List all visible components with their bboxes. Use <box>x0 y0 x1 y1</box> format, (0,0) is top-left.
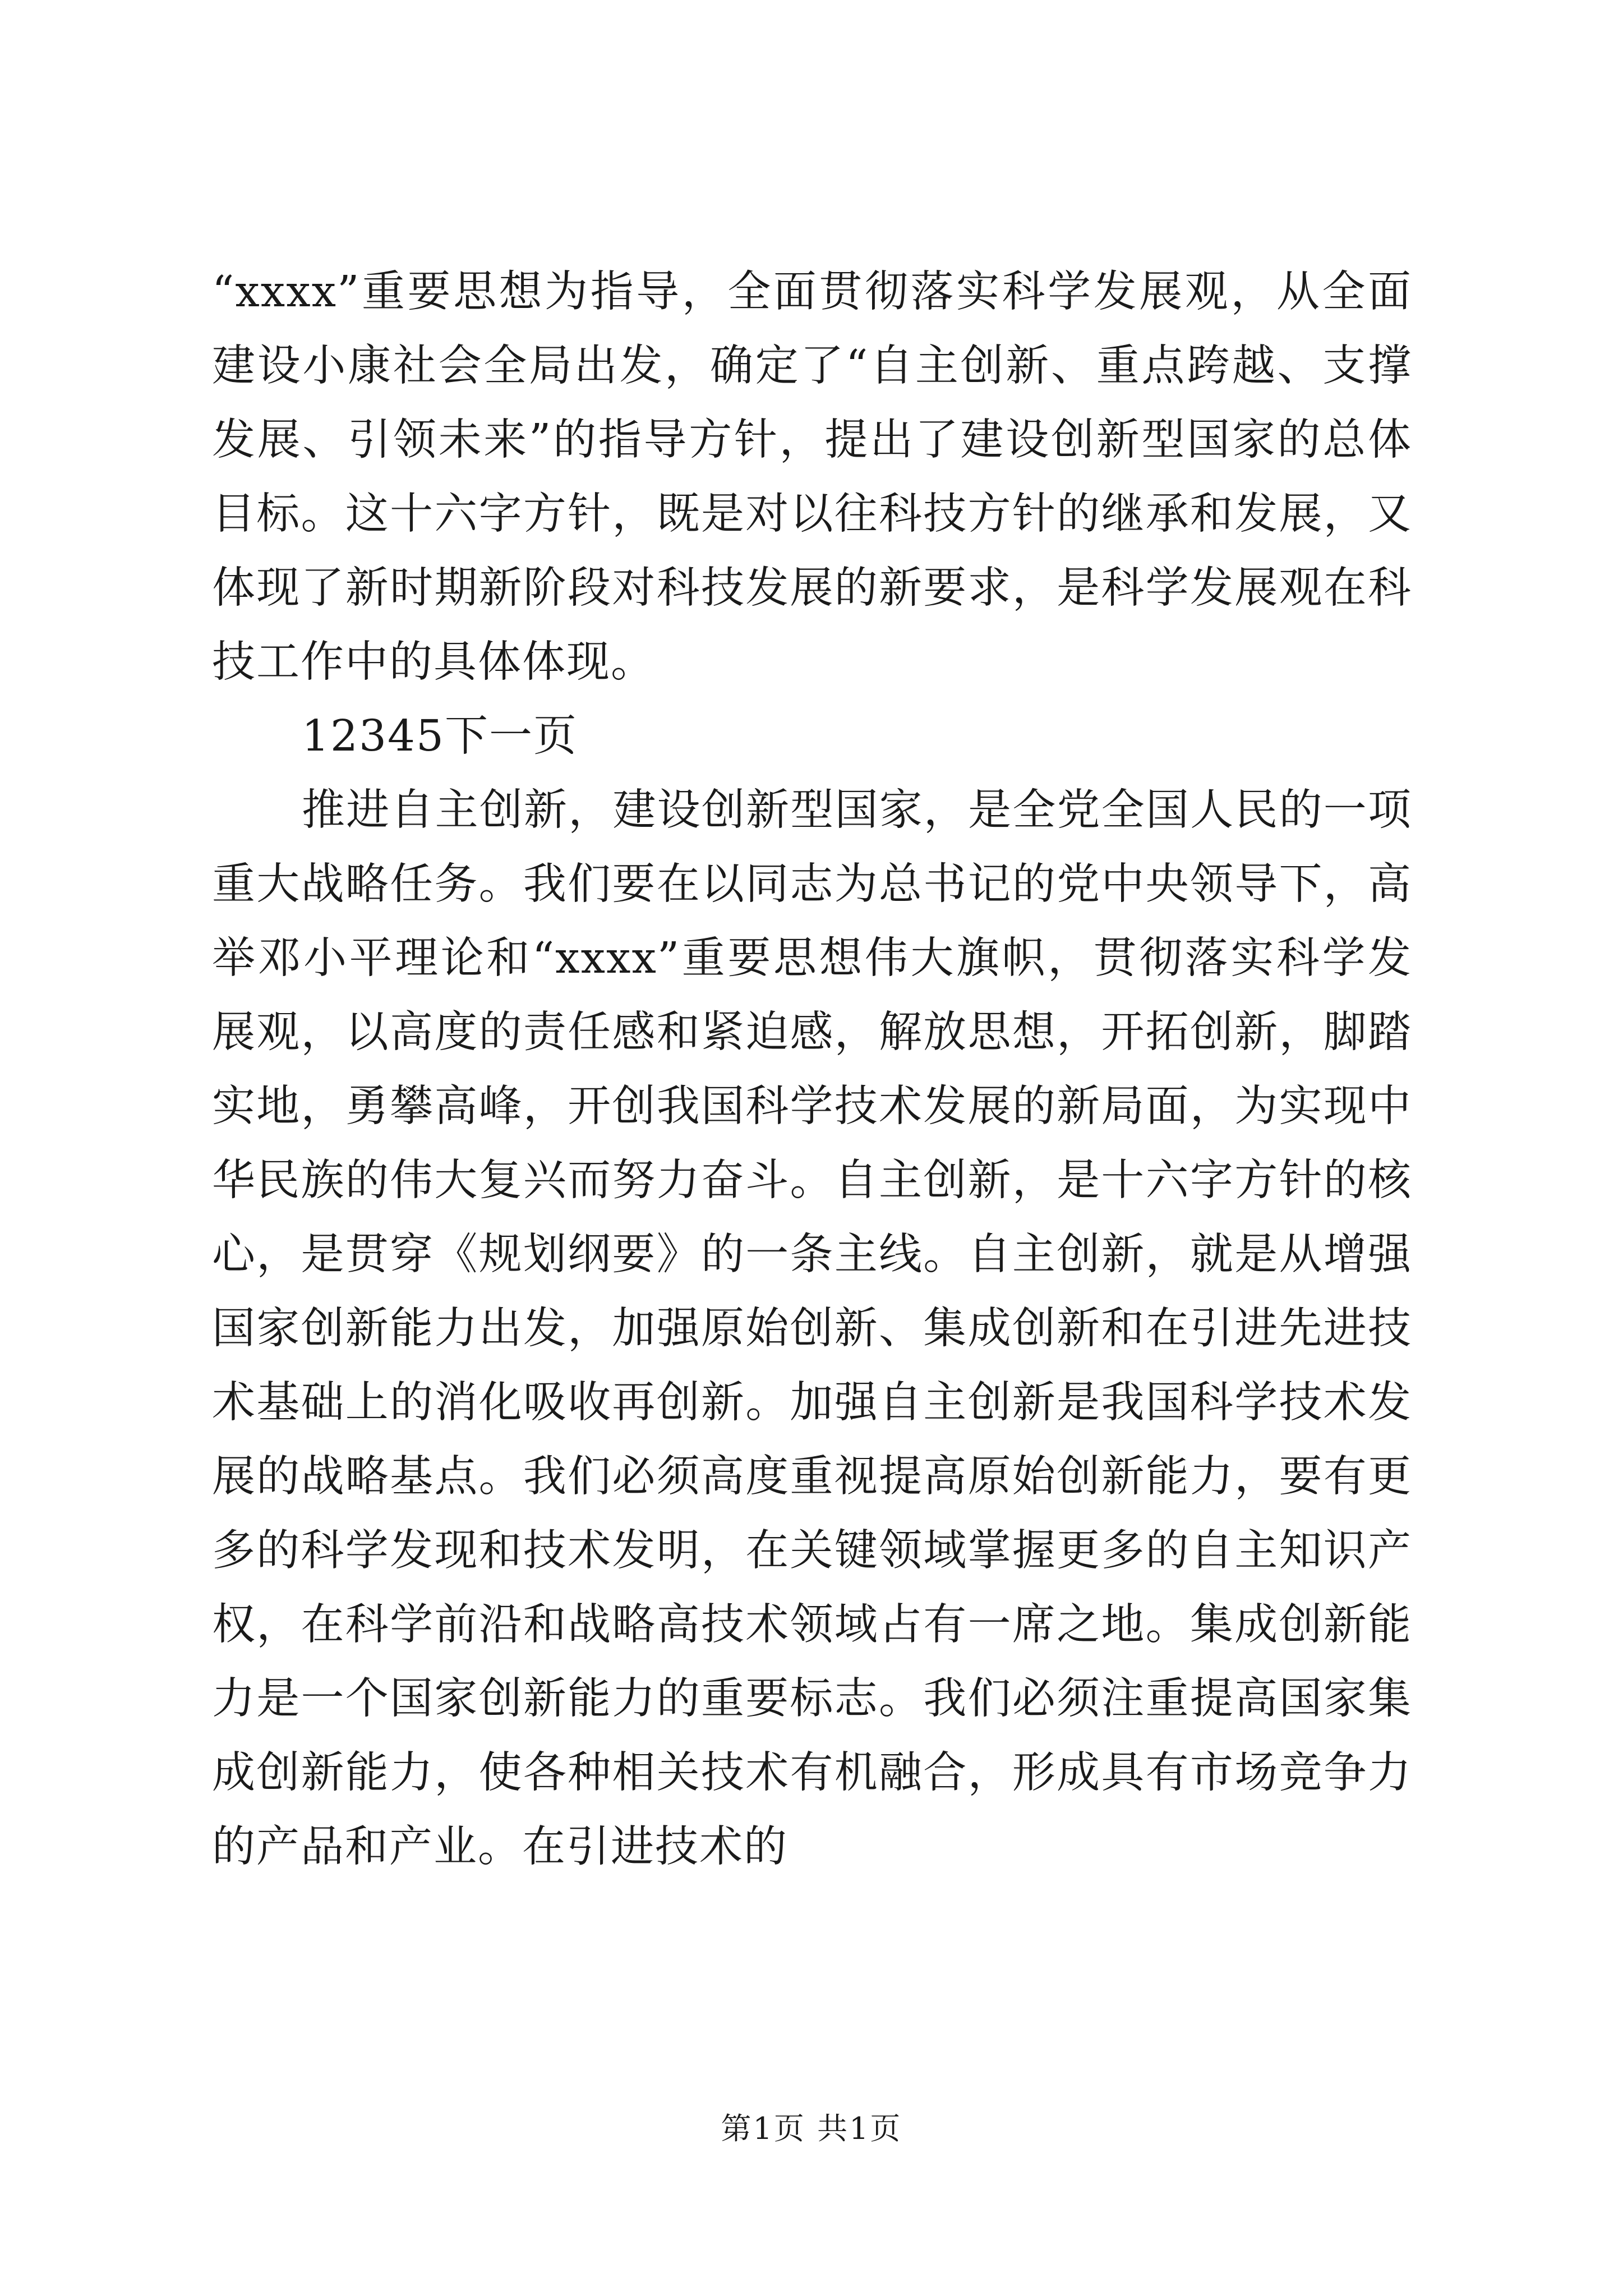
paragraph-main: 推进自主创新，建设创新型国家，是全党全国人民的一项重大战略任务。我们要在以同志为总书记的党中央领导下，高举邓小平理论和“xxxx”重要思想伟大旗帜，贯彻落实科学发展观，以高度的责任感和紧迫感，解放思想，开拓创新，脚踏实地，勇攀高峰，开创我国科学技术发展的新局面，为实现中华民族的伟大复兴而努力奋斗。自主创新，是十六字方针的核心，是贯穿《规划纲要》的一条主线。自主创新，就是从增强国家创新能力出发，加强原始创新、集成创新和在引进先进技术基础上的消化吸收再创新。加强自主创新是我国科学技术发展的战略基点。我们必须高度重视提高原始创新能力，要有更多的科学发现和技术发明，在关键领域掌握更多的自主知识产权，在科学前沿和战略高技术领域占有一席之地。集成创新能力是一个国家创新能力的重要标志。我们必须注重提高国家集成创新能力，使各种相关技术有机融合，形成具有市场竞争力的产品和产业。在引进技术的 <box>212 785 1412 1872</box>
paragraph-continuation: “xxxx”重要思想为指导，全面贯彻落实科学发展观，从全面建设小康社会全局出发，确定了“自主创新、重点跨越、支撑发展、引领未来”的指导方针，提出了建设创新型国家的总体目标。这十六字方针，既是对以往科技方针的继承和发展，又体现了新时期新阶段对科技发展的新要求，是科学发展观在科技工作中的具体体现。 <box>212 267 1412 687</box>
document-body <box>212 255 1412 1884</box>
page-footer: 第1页 共1页 <box>721 2111 902 2146</box>
pagination-text: 12345下一页 <box>302 711 578 761</box>
